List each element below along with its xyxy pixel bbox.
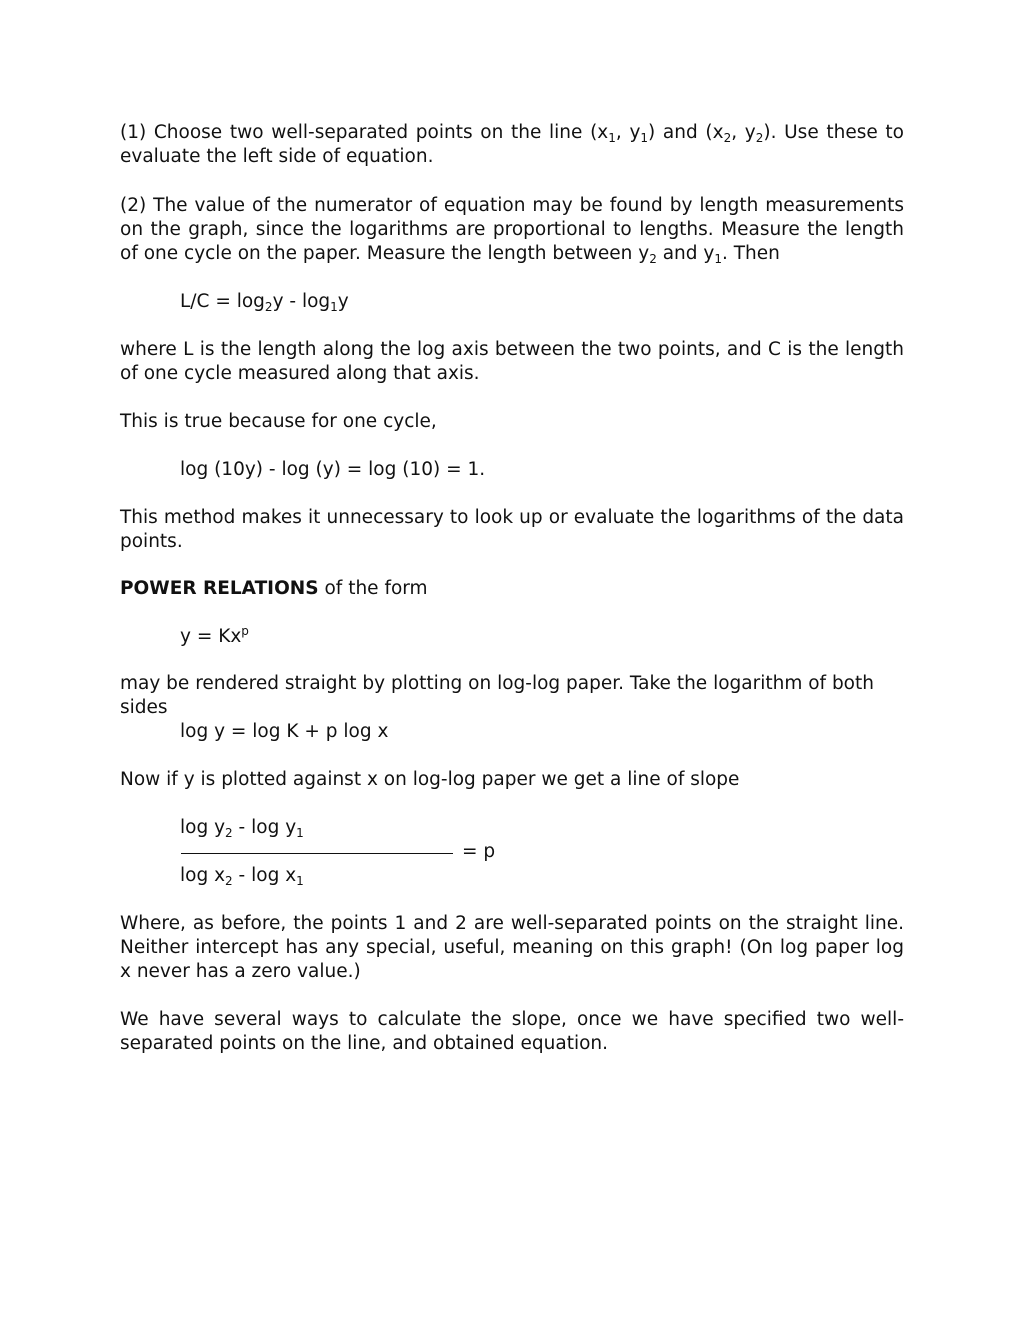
paragraph-power-relations: POWER RELATIONS of the form bbox=[120, 578, 428, 599]
fraction-equals: = p bbox=[462, 841, 496, 862]
equation-length-ratio: $L/C = \log_2y - \log_1y$ bbox=[180, 291, 349, 314]
heading-power-relations: POWER RELATIONS bbox=[120, 578, 319, 599]
paragraph-numerator-method: (2) The value of the numerator of equation may be found by length measurements on the graph, since the logarithms are proportional to lengths. Measure the length of one cycle on the paper. Measure the length between $y_2$ and $y_1$. Then bbox=[120, 195, 904, 266]
paragraph-choose-points: (1) Choose two well-separated points on the line ($x_1$, $y_1$) and ($x_2$, $y_2$). Use these to evaluate the left side of equation. bbox=[120, 122, 905, 167]
fraction-numerator: $\log y_2$ - $\log y_1$ bbox=[180, 817, 304, 840]
paragraph-slope-methods: We have several ways to calculate the slope, once we have specified two well-separated points on the line, and obtained equation. bbox=[120, 1009, 904, 1054]
fraction-bar bbox=[181, 853, 453, 854]
paragraph-length-definition: where L is the length along the log axis between the two points, and C is the length of one cycle measured along that axis. bbox=[120, 339, 904, 384]
equation-log-form: log y = log K + p log x bbox=[180, 721, 389, 742]
paragraph-log-log-paper: may be rendered straight by plotting on log-log paper. Take the logarithm of both sides bbox=[120, 673, 874, 718]
equation-one-cycle: log (10y) - log (y) = log (10) = 1. bbox=[180, 459, 486, 480]
equation-power-law: $y = Kx^p$ bbox=[180, 624, 249, 647]
paragraph-slope-intro: Now if y is plotted against x on log-log paper we get a line of slope bbox=[120, 769, 740, 790]
paragraph-one-cycle: This is true because for one cycle, bbox=[120, 411, 437, 432]
fraction-denominator: $\log x_2$ - $\log x_1$ bbox=[180, 865, 304, 888]
paragraph-method-benefit: This method makes it unnecessary to look up or evaluate the logarithms of the data points. bbox=[120, 507, 904, 552]
paragraph-intercept-note: Where, as before, the points 1 and 2 are well-separated points on the straight line. Neither intercept has any special, useful, meaning on this graph! (On log paper log x never has a zero value.) bbox=[120, 913, 904, 982]
